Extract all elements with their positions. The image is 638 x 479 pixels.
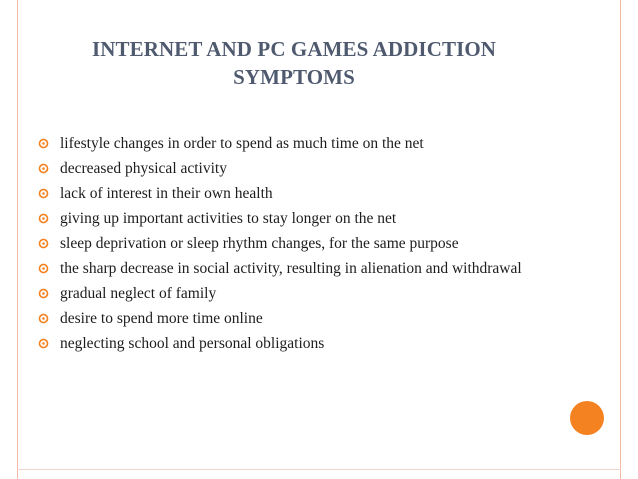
ornament-bullet-icon xyxy=(38,313,49,324)
list-item xyxy=(38,134,550,154)
left-border-line xyxy=(17,0,18,479)
bullet-text: the sharp decrease in social activity, resulting in alienation and withdrawal xyxy=(60,260,522,277)
bullet-text: desire to spend more time online xyxy=(60,310,263,327)
bullet-text: gradual neglect of family xyxy=(60,285,217,302)
bullet-text: neglecting school and personal obligations xyxy=(60,335,325,352)
bottom-border-line xyxy=(17,469,621,470)
ornament-bullet-icon xyxy=(38,263,49,274)
list-item xyxy=(38,184,550,204)
list-item xyxy=(38,159,550,179)
bullet-text: sleep deprivation or sleep rhythm changes, for the same purpose xyxy=(60,235,459,252)
bullet-text: decreased physical activity xyxy=(60,160,227,177)
bullet-text: lifestyle changes in order to spend as much time on the net xyxy=(60,135,424,152)
ornament-bullet-icon xyxy=(38,188,49,199)
ornament-bullet-icon xyxy=(38,163,49,174)
slide-title xyxy=(44,35,544,91)
list-item xyxy=(38,284,550,304)
slide-title-line-2: SYMPTOMS xyxy=(233,65,355,89)
ornament-bullet-icon xyxy=(38,288,49,299)
ornament-bullet-icon xyxy=(38,138,49,149)
right-border-line xyxy=(620,0,621,479)
list-item xyxy=(38,334,550,354)
ornament-bullet-icon xyxy=(38,338,49,349)
orange-circle-icon xyxy=(570,401,604,435)
bullet-text: lack of interest in their own health xyxy=(60,185,273,202)
list-item xyxy=(38,234,550,254)
slide-title-line-1: INTERNET AND PC GAMES ADDICTION xyxy=(91,37,497,61)
ornament-bullet-icon xyxy=(38,213,49,224)
list-item xyxy=(38,259,550,279)
list-item xyxy=(38,309,550,329)
list-item xyxy=(38,209,550,229)
ornament-bullet-icon xyxy=(38,238,49,249)
symptoms-list xyxy=(38,134,550,359)
bullet-text: giving up important activities to stay longer on the net xyxy=(60,210,397,227)
